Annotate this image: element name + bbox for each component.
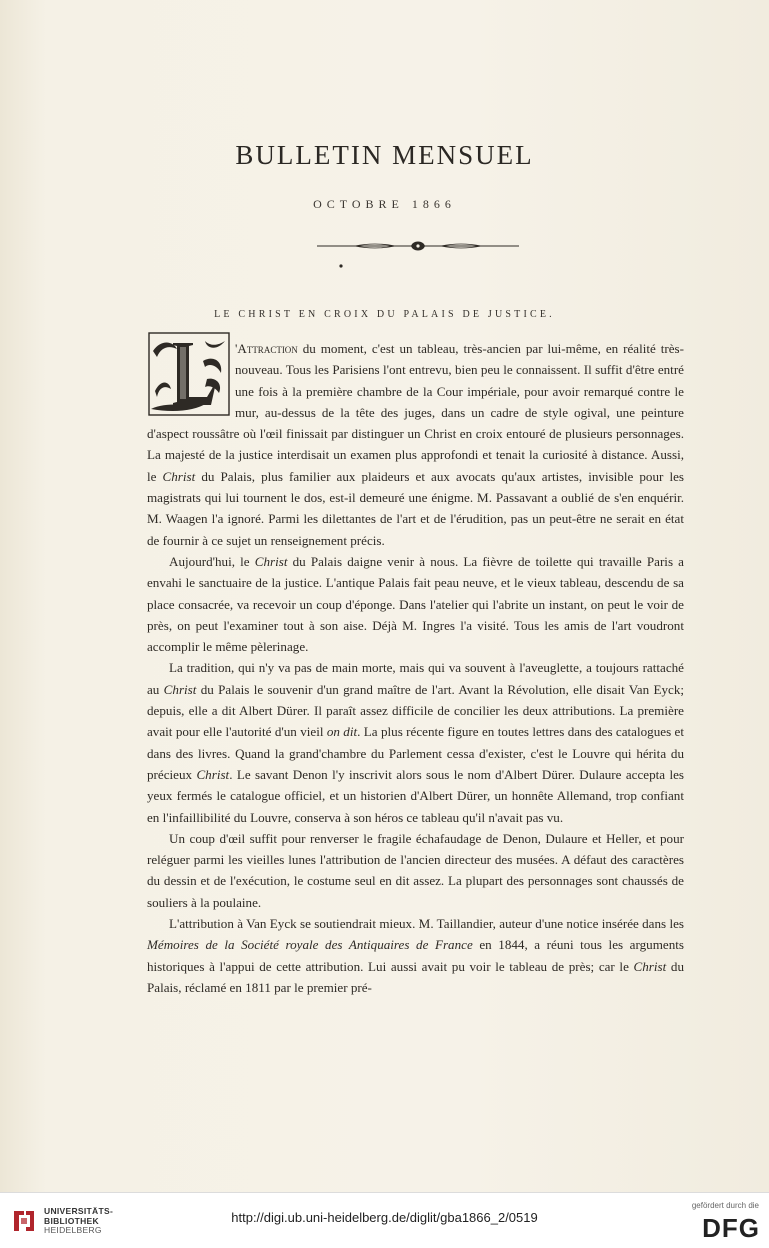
paragraph-4: Un coup d'œil suffit pour renverser le fragile échafaudage de Denon, Dulaure et Heller, et pour reléguer parmi les vieilles lunes l'attribution de l'ancien directeur des musées. A défaut des caractères du dessin et de l'exécution, le costume seul en dit assez. La plupart des personnages sont chaussés de souliers à la poulaine. xyxy=(147,830,684,910)
paragraph-1 xyxy=(147,338,684,551)
issue-date: OCTOBRE 1866 xyxy=(313,197,456,211)
page-title: BULLETIN MENSUEL xyxy=(235,140,534,170)
viewer-footer xyxy=(0,1192,769,1248)
paragraph-text: en 1844, a réuni tous les arguments historiques à l'appui de cette attribution. Lui aussi avait pu voir le tableau de près; car le xyxy=(147,937,684,974)
paragraph-2 xyxy=(147,551,684,657)
paragraph-text: L'attribution à Van Eyck se soutiendrait mieux. M. Taillandier, auteur d'une notice insérée dans les xyxy=(169,916,684,932)
paragraph-text: du Palais, réclamé en 1811 par le premier pré- xyxy=(147,958,684,995)
article-body xyxy=(147,338,684,998)
paragraph-text: du Palais, plus familier aux plaideurs et aux avocats qu'aux artistes, invisible pour les magistrats qui lui tournent le dos, est-il demeuré une énigme. M. Passavant a oublié de s'en enquérir. M. Waagen l'a ignoré. Parmi les dilettantes de l'art et de l'érudition, pas un peut-être ne serait en état de fournir à ce sujet un renseignement précis. xyxy=(147,468,684,548)
italic-text: Christ xyxy=(163,681,197,697)
paragraph-text: . La plus récente figure en toutes lettres dans des catalogues et dans des livres. Quand la grand'chambre du Parlement cessa d'exister, c'est le Louvre qui hérita du précieux xyxy=(147,724,684,782)
paragraph-text: du moment, c'est un tableau, très-ancien par lui-même, en réalité très-nouveau. Tous les Parisiens l'ont entrevu, bien peu le connaissent. Il suffit d'être entré une fois à la première chambre de la Cour impériale, pour avoir remarqué contre le mur, au-dessus de la tête des juges, dans un cadre de style ogival, une peinture d'aspect roussâtre où l'œil finissait par distinguer un Christ en croix entouré de plusieurs personnages. La majesté de la justice interdisait un examen plus approfondi et tenait la curiosité à distance. Aussi, le xyxy=(147,341,684,484)
divider-ornament xyxy=(315,236,521,272)
italic-text: Christ xyxy=(254,553,288,569)
paragraph-text: La tradition, qui n'y va pas de main morte, mais qui va souvent à l'aveuglette, a toujours rattaché au xyxy=(147,660,684,697)
paragraph-3 xyxy=(147,657,684,827)
library-name-line: UNIVERSITÄTS- xyxy=(44,1206,114,1216)
italic-text: Christ xyxy=(196,766,230,782)
section-heading: LE CHRIST EN CROIX DU PALAIS DE JUSTICE. xyxy=(214,309,555,320)
funding-label: gefördert durch die xyxy=(691,1201,759,1210)
paragraph-text: Aujourd'hui, le xyxy=(169,553,255,569)
library-name-line: BIBLIOTHEK xyxy=(44,1215,99,1226)
paragraph-text: du Palais le souvenir d'un grand maître de l'art. Avant la Révolution, elle disait Van Eyck; depuis, elle a dit Albert Dürer. Il paraît assez difficile de concilier les deux attributions. La première avait pour elle l'autorité d'un vieil xyxy=(147,681,684,740)
lead-word: 'Attraction xyxy=(235,341,298,356)
italic-text: Mémoires de la Société royale des Antiquaires de France xyxy=(147,937,473,953)
dfg-logo[interactable]: DFG xyxy=(702,1213,760,1243)
paragraph-text: du Palais daigne venir à nous. La fièvre de toilette qui travaille Paris a envahi le sanctuaire de la justice. L'antique Palais fait peau neuve, et le vieux tableau, descendu de sa place consacrée, va recevoir un coup d'éponge. Dans l'atelier qui l'abrite un instant, on peut le voir de près, on peut l'examiner tout à son aise. Déjà M. Ingres l'a visité. Tous les amis de l'art voudront accomplir le même pèlerinage. xyxy=(147,553,684,655)
italic-text: Christ xyxy=(633,958,667,974)
paragraph-5 xyxy=(147,913,684,998)
library-name-line: HEIDELBERG xyxy=(44,1225,102,1235)
permalink-url[interactable]: http://digi.ub.uni-heidelberg.de/diglit/gba1866_2/0519 xyxy=(231,1210,538,1225)
paragraph-text: . Le savant Denon l'y inscrivit alors sous le nom d'Albert Dürer. Dulaure accepta les yeux fermés le catalogue officiel, et un historien d'Albert Dürer, un honnête Allemand, trop confiant en l'infaillibilité du Louvre, conserva à son héros ce tableau qu'il n'avait pas vu. xyxy=(147,766,684,825)
italic-text: on dit xyxy=(326,724,358,740)
italic-text: Christ xyxy=(162,468,196,484)
initial-space xyxy=(147,338,235,420)
